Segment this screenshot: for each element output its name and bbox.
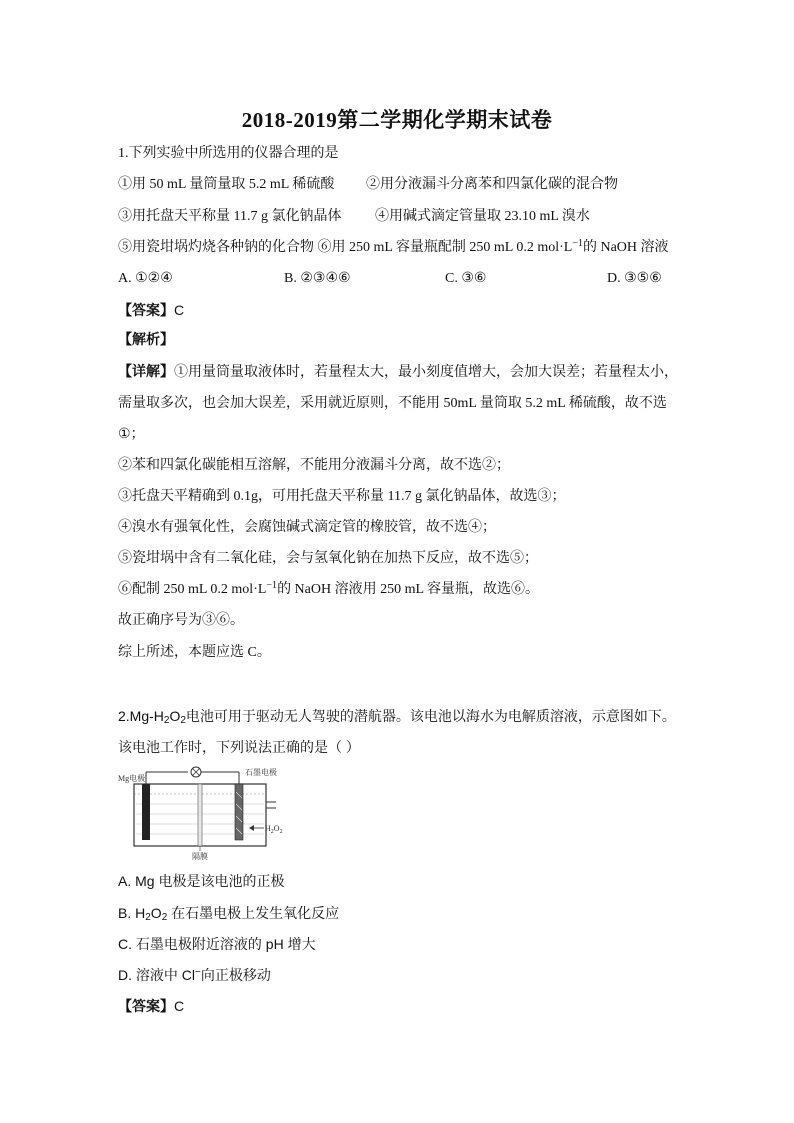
q1-answer — [118, 300, 184, 322]
battery-diagram — [118, 762, 288, 862]
q1-option-d[interactable]: D. ③⑤⑥ — [607, 271, 662, 286]
detail-label: 【详解】 — [118, 365, 174, 380]
q2-option-d[interactable]: D. 溶液中 Cl−向正极移动 — [118, 967, 271, 983]
mg-electrode-label: Mg电极 — [118, 774, 146, 783]
q1-detail-line-2: 需量取多次，也会加大误差，采用就近原则，不能用 50mL 量筒取 5.2 mL 稀硫酸，故不选 — [118, 396, 667, 411]
page-title: 2018-2019第二学期化学期末试卷 — [241, 108, 553, 132]
graphite-electrode-label: 石墨电极 — [245, 768, 277, 777]
answer-value: C — [174, 302, 185, 318]
q2-option-c[interactable]: C. 石墨电极附近溶液的 pH 增大 — [118, 936, 316, 952]
h2o2-inlet-label: $H_2O_2$ — [265, 824, 283, 835]
q1-item-4: ④用碱式滴定管量取 23.10 mL 溴水 — [375, 209, 590, 224]
q1-detail-line-6: ④溴水有强氧化性，会腐蚀碱式滴定管的橡胶管，故不选④； — [118, 520, 496, 535]
q1-item-5: ⑤用瓷坩埚灼烧各种钠的化合物 — [118, 240, 314, 255]
q2-stem: $2.Mg-H_2O_2$电池可用于驱动无人驾驶的潜航器。该电池以海水为电解质溶液，示意图如下。 — [118, 708, 676, 726]
q1-item-3: ③用托盘天平称量 11.7 g 氯化钠晶体 — [118, 209, 342, 224]
q1-option-b[interactable]: B. ②③④⑥ — [284, 271, 351, 286]
q1-stem: 1.下列实验中所选用的仪器合理的是 — [118, 146, 339, 161]
q1-item-6: ⑥用 250 mL 容量瓶配制 250 mL 0.2 $mol\cdot L^{-1}$的 NaOH 溶液 — [317, 238, 669, 255]
battery-diagram-svg — [118, 762, 288, 862]
q1-analysis-label: 【解析】 — [118, 333, 174, 348]
q1-detail-line-3: ①； — [118, 427, 145, 442]
q2-answer: 【答案】C — [118, 998, 185, 1015]
answer-label: 【答案】 — [118, 304, 174, 319]
q1-option-c[interactable]: C. ③⑥ — [445, 271, 487, 286]
q1-item-2: ②用分液漏斗分离苯和四氯化碳的混合物 — [366, 177, 618, 192]
mg-electrode — [142, 784, 150, 840]
q2-option-b[interactable]: B. $H_2O_2$ 在石墨电极上发生氧化反应 — [118, 905, 340, 923]
q1-detail-line-7: ⑤瓷坩埚中含有二氧化硅，会与氢氧化钠在加热下反应，故不选⑤； — [118, 551, 538, 566]
q2-stem-line-2: 该电池工作时，下列说法正确的是（ ） — [118, 739, 360, 755]
q1-detail-line-4: ②苯和四氯化碳能相互溶解，不能用分液漏斗分离，故不选②； — [118, 458, 510, 473]
membrane-label: 隔膜 — [192, 852, 208, 861]
q1-item-5-6 — [118, 238, 669, 258]
q1-option-a[interactable]: A. ①②④ — [118, 271, 173, 286]
q1-detail-line-10: 综上所述，本题应选 C。 — [118, 645, 271, 660]
q1-detail-line-8: ⑥配制 250 mL 0.2 $mol\cdot L^{-1}$的 NaOH 溶液用 250 mL 容量瓶，故选⑥。 — [118, 580, 540, 597]
q2-option-a[interactable]: A. Mg 电极是该电池的正极 — [118, 873, 285, 889]
q1-detail-line-5: ③托盘天平精确到 0.1g，可用托盘天平称量 11.7 g 氯化钠晶体，故选③； — [118, 489, 566, 504]
q1-item-1: ①用 50 mL 量筒量取 5.2 mL 稀硫酸 — [118, 177, 335, 192]
q1-detail-line-1: 【详解】①用量筒量取液体时，若量程太大，最小刻度值增大，会加大误差；若量程太小， — [118, 365, 678, 380]
membrane — [198, 784, 202, 846]
q1-detail-line-9: 故正确序号为③⑥。 — [118, 613, 244, 628]
